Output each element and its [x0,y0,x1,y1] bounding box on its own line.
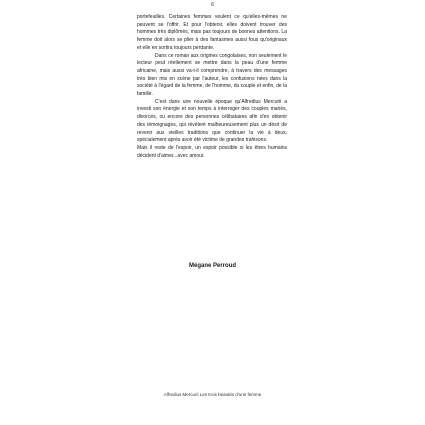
body-text [137,14,287,160]
author-signature: Mégane Perroud [188,263,236,269]
paragraph-2: Dans ce roman aux origines congolaises, non seulement le lecteur peut réellement se mettre dans la peau d'une femme africaine, mais aussi va-t-il comprendre, à travers des messages très bien mis en scène par l'auteur, les confusions nées dans la société à l'égard de la femme, de l'homme, du couple et enfin, de la famille. [137,52,287,98]
paragraph-3: C'est dans une nouvelle époque qu'Alfredius Mercurii a investi son énergie et son temps à interroger des couples mariés, divorcés, ou encore des personnes célibataires afin d'en obtenir des témoignages, qui révèlent malheureusement plus un désir de revenir aux vieilles traditions que continuer la vie à deux, spécialement après avoir été victime de grandes trahisons. [137,98,287,144]
paragraph-4: Mais il reste de l'espoir, un espoir possible si les êtres humains décident d'aimer...avec amour. [137,144,287,159]
page-footer: Alfredius Mercurii Les trois beautés d'une femme [163,392,262,397]
paragraph-1: portefeuilles. Certaines femmes veulent ce qu'elles-mêmes ne peuvent se l'offrir. Et pour l'obtenir, elles doivent trouver des hommes très diplômés, mais pas toujours de bonnes attentions. La femme doit alors se plier à des fantasmes aussi fous qu'originaux et elle en sortira toujours perdante. [137,14,287,51]
page-number: 6 [211,2,214,8]
